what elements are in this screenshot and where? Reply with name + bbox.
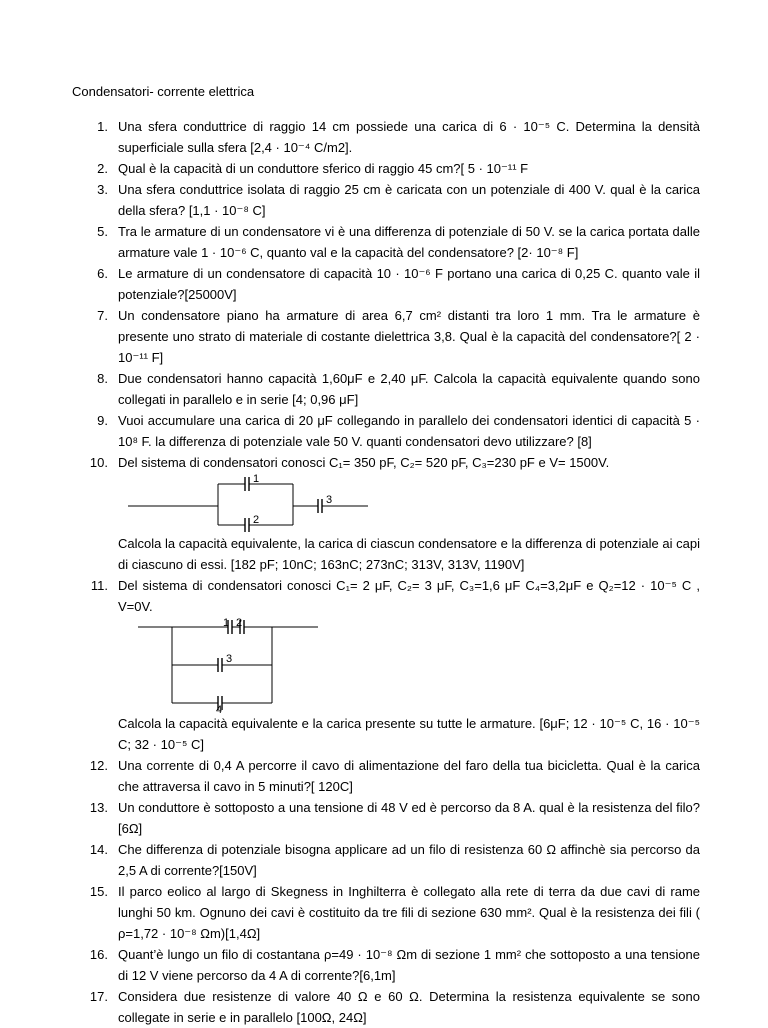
exercise-number: 9. xyxy=(97,413,108,428)
exercise-text: Una sfera conduttrice di raggio 14 cm possiede una carica di 6 · 10⁻⁵ C. Determina la densità superficiale sulla sfera [2,4 · 10⁻⁴ C/m2]. xyxy=(118,119,700,155)
exercise-item xyxy=(72,179,700,221)
capacitor-label-2: 2 xyxy=(236,617,243,629)
exercise-text: Vuoi accumulare una carica di 20 μF collegando in parallelo dei condensatori identici di capacità 5 · 10⁸ F. la differenza di potenziale vale 50 V. quanti condensatori devo utilizzare? [8] xyxy=(118,413,700,449)
capacitor-label-2: 2 xyxy=(253,514,260,526)
exercise-item xyxy=(72,368,700,410)
exercise-text: Una corrente di 0,4 A percorre il cavo di alimentazione del faro della tua bicicletta. Qual è la carica che attraversa il cavo in 5 minuti?[ 120C] xyxy=(118,758,700,794)
exercise-text: Che differenza di potenziale bisogna applicare ad un filo di resistenza 60 Ω affinchè sia percorso da 2,5 A di corrente?[150V] xyxy=(118,842,700,878)
exercise-number: 2. xyxy=(97,161,108,176)
exercise-number: 14. xyxy=(89,842,108,857)
exercise-list xyxy=(72,116,700,1028)
exercise-text: Un condensatore piano ha armature di area 6,7 cm² distanti tra loro 1 mm. Tra le armature è presente uno strato di materiale di costante dielettrica 3,8. Qual è la capacità del condensatore?[ 2 · 10⁻¹¹ F] xyxy=(118,308,700,365)
exercise-text: Le armature di un condensatore di capacità 10 · 10⁻⁶ F portano una carica di 0,25 C. quanto vale il potenziale?[25000V] xyxy=(118,266,700,302)
exercise-text: Due condensatori hanno capacità 1,60μF e 2,40 μF. Calcola la capacità equivalente quando sono collegati in parallelo e in serie [4; 0,96 μF] xyxy=(118,371,700,407)
circuit-wires xyxy=(138,627,318,703)
exercise-text: Un conduttore è sottoposto a una tensione di 48 V ed è percorso da 8 A. qual è la resistenza del filo?[6Ω] xyxy=(118,800,700,836)
exercise-text: Del sistema di condensatori conosci C₁= 350 pF, C₂= 520 pF, C₃=230 pF e V= 1500V. xyxy=(118,455,610,470)
exercise-item xyxy=(72,221,700,263)
exercise-number: 3. xyxy=(97,182,108,197)
exercise-number: 6. xyxy=(97,266,108,281)
exercise-number: 10. xyxy=(89,455,108,470)
exercise-text: Il parco eolico al largo di Skegness in Inghilterra è collegato alla rete di terra da due cavi di rame lunghi 50 km. Ognuno dei cavi è costituito da tre fili di sezione 630 mm². Qual è la resistenza dei fili ( ρ=1,72 · 10⁻⁸ Ωm)[1,4Ω] xyxy=(118,884,700,941)
exercise-number: 5. xyxy=(97,224,108,239)
exercise-text: Una sfera conduttrice isolata di raggio 25 cm è caricata con un potenziale di 400 V. qual è la carica della sfera? [1,1 · 10⁻⁸ C] xyxy=(118,182,700,218)
exercise-item xyxy=(72,797,700,839)
exercise-number: 16. xyxy=(89,947,108,962)
exercise-item xyxy=(72,263,700,305)
exercise-item xyxy=(72,410,700,452)
capacitor-label-3: 3 xyxy=(326,494,333,506)
exercise-text: Quant’è lungo un filo di costantana ρ=49 · 10⁻⁸ Ωm di sezione 1 mm² che sottoposto a una tensione di 12 V viene percorso da 4 A di corrente?[6,1m] xyxy=(118,947,700,983)
exercise-number: 1. xyxy=(97,119,108,134)
capacitor-label-1: 1 xyxy=(253,473,260,485)
exercise-number: 7. xyxy=(97,308,108,323)
exercise-item xyxy=(72,158,700,179)
exercise-item xyxy=(72,575,700,755)
exercise-item xyxy=(72,986,700,1028)
exercise-item xyxy=(72,881,700,944)
exercise-followup: Calcola la capacità equivalente e la carica presente su tutte le armature. [6μF; 12 · 10⁻⁵ C, 16 · 10⁻⁵ C; 32 · 10⁻⁵ C] xyxy=(118,716,700,752)
exercise-item xyxy=(72,452,700,575)
exercise-item xyxy=(72,305,700,368)
capacitor-label-3: 3 xyxy=(226,653,233,665)
exercise-text: Del sistema di condensatori conosci C₁= 2 μF, C₂= 3 μF, C₃=1,6 μF C₄=3,2μF e Q₂=12 · 10⁻⁵ C , V=0V. xyxy=(118,578,700,614)
exercise-number: 17. xyxy=(89,989,108,1004)
exercise-number: 15. xyxy=(89,884,108,899)
exercise-number: 12. xyxy=(89,758,108,773)
page-title: Condensatori- corrente elettrica xyxy=(72,84,255,99)
capacitor-label-4: 4 xyxy=(216,704,223,713)
circuit-diagram-11 xyxy=(118,617,418,713)
exercise-text: Qual è la capacità di un conduttore sferico di raggio 45 cm?[ 5 · 10⁻¹¹ F xyxy=(118,161,529,176)
exercise-item xyxy=(72,944,700,986)
exercise-text: Tra le armature di un condensatore vi è una differenza di potenziale di 50 V. se la carica portata dalle armature vale 1 · 10⁻⁶ C, quanto val e la capacità del condensatore? [2· 10⁻⁸ F] xyxy=(118,224,700,260)
exercise-number: 11. xyxy=(90,578,108,593)
exercise-text: Considera due resistenze di valore 40 Ω e 60 Ω. Determina la resistenza equivalente se sono collegate in serie e in parallelo [100Ω, 24Ω] xyxy=(118,989,700,1025)
exercise-item xyxy=(72,839,700,881)
exercise-number: 13. xyxy=(89,800,108,815)
capacitor-label-1: 1 xyxy=(223,617,230,629)
exercise-number: 8. xyxy=(97,371,108,386)
circuit-diagram-10 xyxy=(118,473,418,533)
exercise-followup: Calcola la capacità equivalente, la carica di ciascun condensatore e la differenza di potenziale ai capi di ciascuno di essi. [182 pF; 10nC; 163nC; 273nC; 313V, 313V, 1190V] xyxy=(118,536,700,572)
exercise-item xyxy=(72,755,700,797)
exercise-item xyxy=(72,116,700,158)
